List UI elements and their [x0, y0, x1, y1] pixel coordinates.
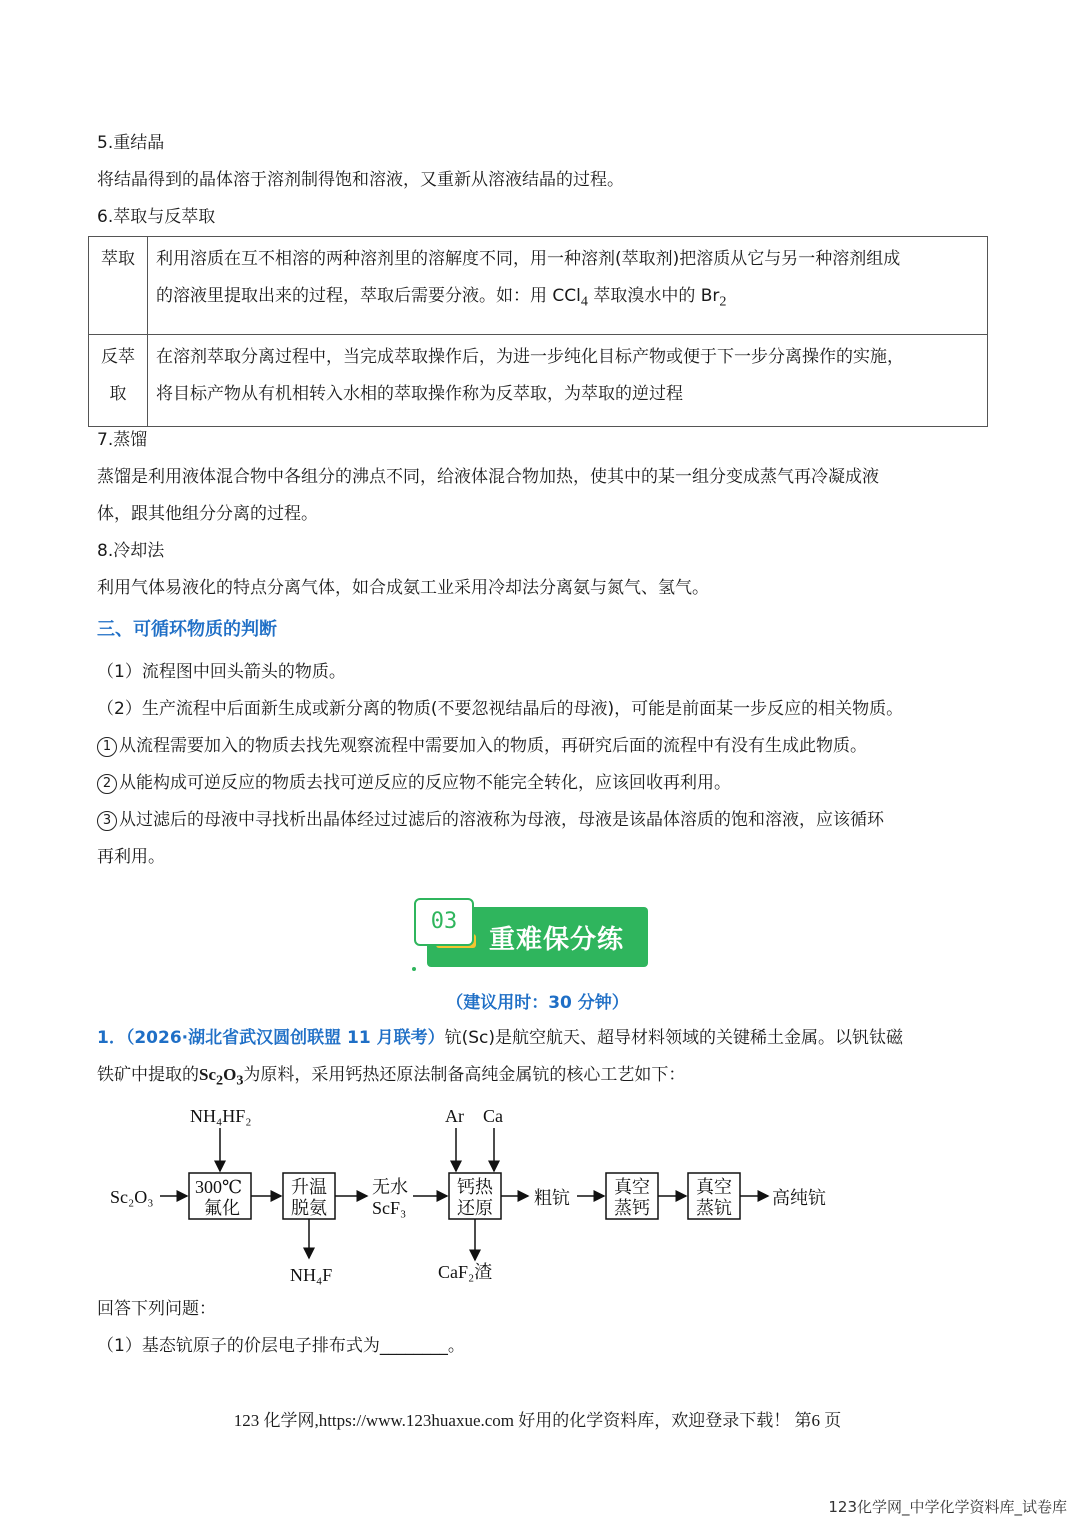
watermark: 123化学网_中学化学资料库_试卷库 — [828, 1498, 1067, 1516]
flow-byproduct: CaF₂渣 — [438, 1262, 493, 1282]
section-7-body: 体，跟其他组分分离的过程。 — [97, 504, 318, 524]
extraction-table — [88, 236, 988, 427]
definition-line: 在溶剂萃取分离过程中，当完成萃取操作后，为进一步纯化目标产物或便于下一步分离操作的实施， — [156, 347, 904, 367]
section-7-title: 7.蒸馏 — [97, 430, 148, 450]
flow-reagent: Ca — [483, 1106, 503, 1126]
page-footer: 123 化学网,https://www.123huaxue.com 好用的化学资料库，欢迎登录下载！ 第6 页 — [233, 1411, 842, 1430]
section-8-title: 8.冷却法 — [97, 541, 165, 561]
paragraph: （2）生产流程中后面新生成或新分离的物质(不要忽视结晶后的母液)，可能是前面某一步反应的相关物质。 — [97, 699, 904, 719]
question-1-cont: 铁矿中提取的$Sc_2O_3$为原料，采用钙热还原法制备高纯金属钪的核心工艺如下： — [97, 1065, 686, 1089]
flow-box-text: 氟化 — [204, 1198, 240, 1218]
definition-line: 的溶液里提取出来的过程，萃取后需要分液。如：用 CCl$_4$ 萃取溴水中的 $Br_2$ — [156, 286, 727, 310]
flow-reagent: Ar — [445, 1106, 464, 1126]
term-extraction: 萃取 — [89, 237, 148, 335]
numbered-item-cont: 再利用。 — [97, 847, 165, 867]
flow-box-text: 蒸钪 — [696, 1198, 732, 1218]
sub-question-1: （1）基态钪原子的价层电子排布式为________。 — [97, 1336, 465, 1356]
paragraph: （1）流程图中回头箭头的物质。 — [97, 662, 346, 682]
time-hint: （建议用时：30 分钟） — [446, 993, 629, 1013]
table-row — [89, 335, 988, 427]
flow-box-text: 300℃ — [195, 1177, 243, 1197]
flow-box-text: 真空 — [696, 1177, 732, 1197]
definition-line: 将目标产物从有机相转入水相的萃取操作称为反萃取，为萃取的逆过程 — [156, 384, 683, 404]
question-1: 1．（2026·湖北省武汉圆创联盟 11 月联考）钪(Sc)是航空航天、超导材料领域的关键稀土金属。以钒钛磁 — [97, 1028, 904, 1048]
flow-intermediate: 无水 — [372, 1177, 408, 1197]
table-row — [89, 237, 988, 335]
flow-box-text: 还原 — [457, 1198, 493, 1218]
flow-box-text: 蒸钙 — [614, 1198, 650, 1218]
section-6-title: 6.萃取与反萃取 — [97, 207, 216, 227]
flow-intermediate: 粗钪 — [534, 1188, 570, 1208]
flow-end: 高纯钪 — [772, 1188, 826, 1208]
section-heading: 三、可循环物质的判断 — [97, 619, 277, 640]
section-8-body: 利用气体易液化的特点分离气体，如合成氨工业采用冷却法分离氨与氮气、氢气。 — [97, 578, 709, 598]
section-5-body: 将结晶得到的晶体溶于溶剂制得饱和溶液，又重新从溶液结晶的过程。 — [97, 170, 624, 190]
flow-intermediate: ScF₃ — [372, 1198, 407, 1218]
flow-box-text: 钙热 — [457, 1177, 493, 1197]
badge-banner: 重难保分练 — [427, 907, 648, 967]
answer-intro: 回答下列问题： — [97, 1299, 216, 1319]
flow-byproduct: NH₄F — [290, 1265, 333, 1285]
flow-box-text: 脱氨 — [291, 1198, 327, 1218]
section-badge — [410, 893, 655, 973]
definition-back-extraction — [148, 335, 988, 427]
definition-line: 利用溶质在互不相溶的两种溶剂里的溶解度不同，用一种溶剂(萃取剂)把溶质从它与另一种溶剂组成 — [156, 249, 901, 269]
flow-reagent: NH₄HF₂ — [190, 1106, 252, 1126]
flow-box-text: 真空 — [614, 1177, 650, 1197]
term-back-extraction: 反萃 取 — [89, 335, 148, 427]
numbered-item: 3 从过滤后的母液中寻找析出晶体经过过滤后的溶液称为母液，母液是该晶体溶质的饱和溶液，应该循环 — [97, 808, 884, 832]
badge-dot — [412, 967, 416, 971]
process-flow-diagram — [100, 1100, 860, 1290]
section-7-body: 蒸馏是利用液体混合物中各组分的沸点不同，给液体混合物加热，使其中的某一组分变成蒸气再冷凝成液 — [97, 467, 879, 487]
numbered-item: 1 从流程需要加入的物质去找先观察流程中需要加入的物质，再研究后面的流程中有没有生成此物质。 — [97, 734, 867, 758]
section-5-title: 5.重结晶 — [97, 133, 165, 153]
badge-number: 03 — [414, 898, 474, 946]
definition-extraction — [148, 237, 988, 335]
flow-box-text: 升温 — [291, 1177, 327, 1197]
numbered-item: 2 从能构成可逆反应的物质去找可逆反应的反应物不能完全转化，应该回收再利用。 — [97, 771, 731, 795]
flow-start: Sc₂O₃ — [110, 1187, 154, 1207]
